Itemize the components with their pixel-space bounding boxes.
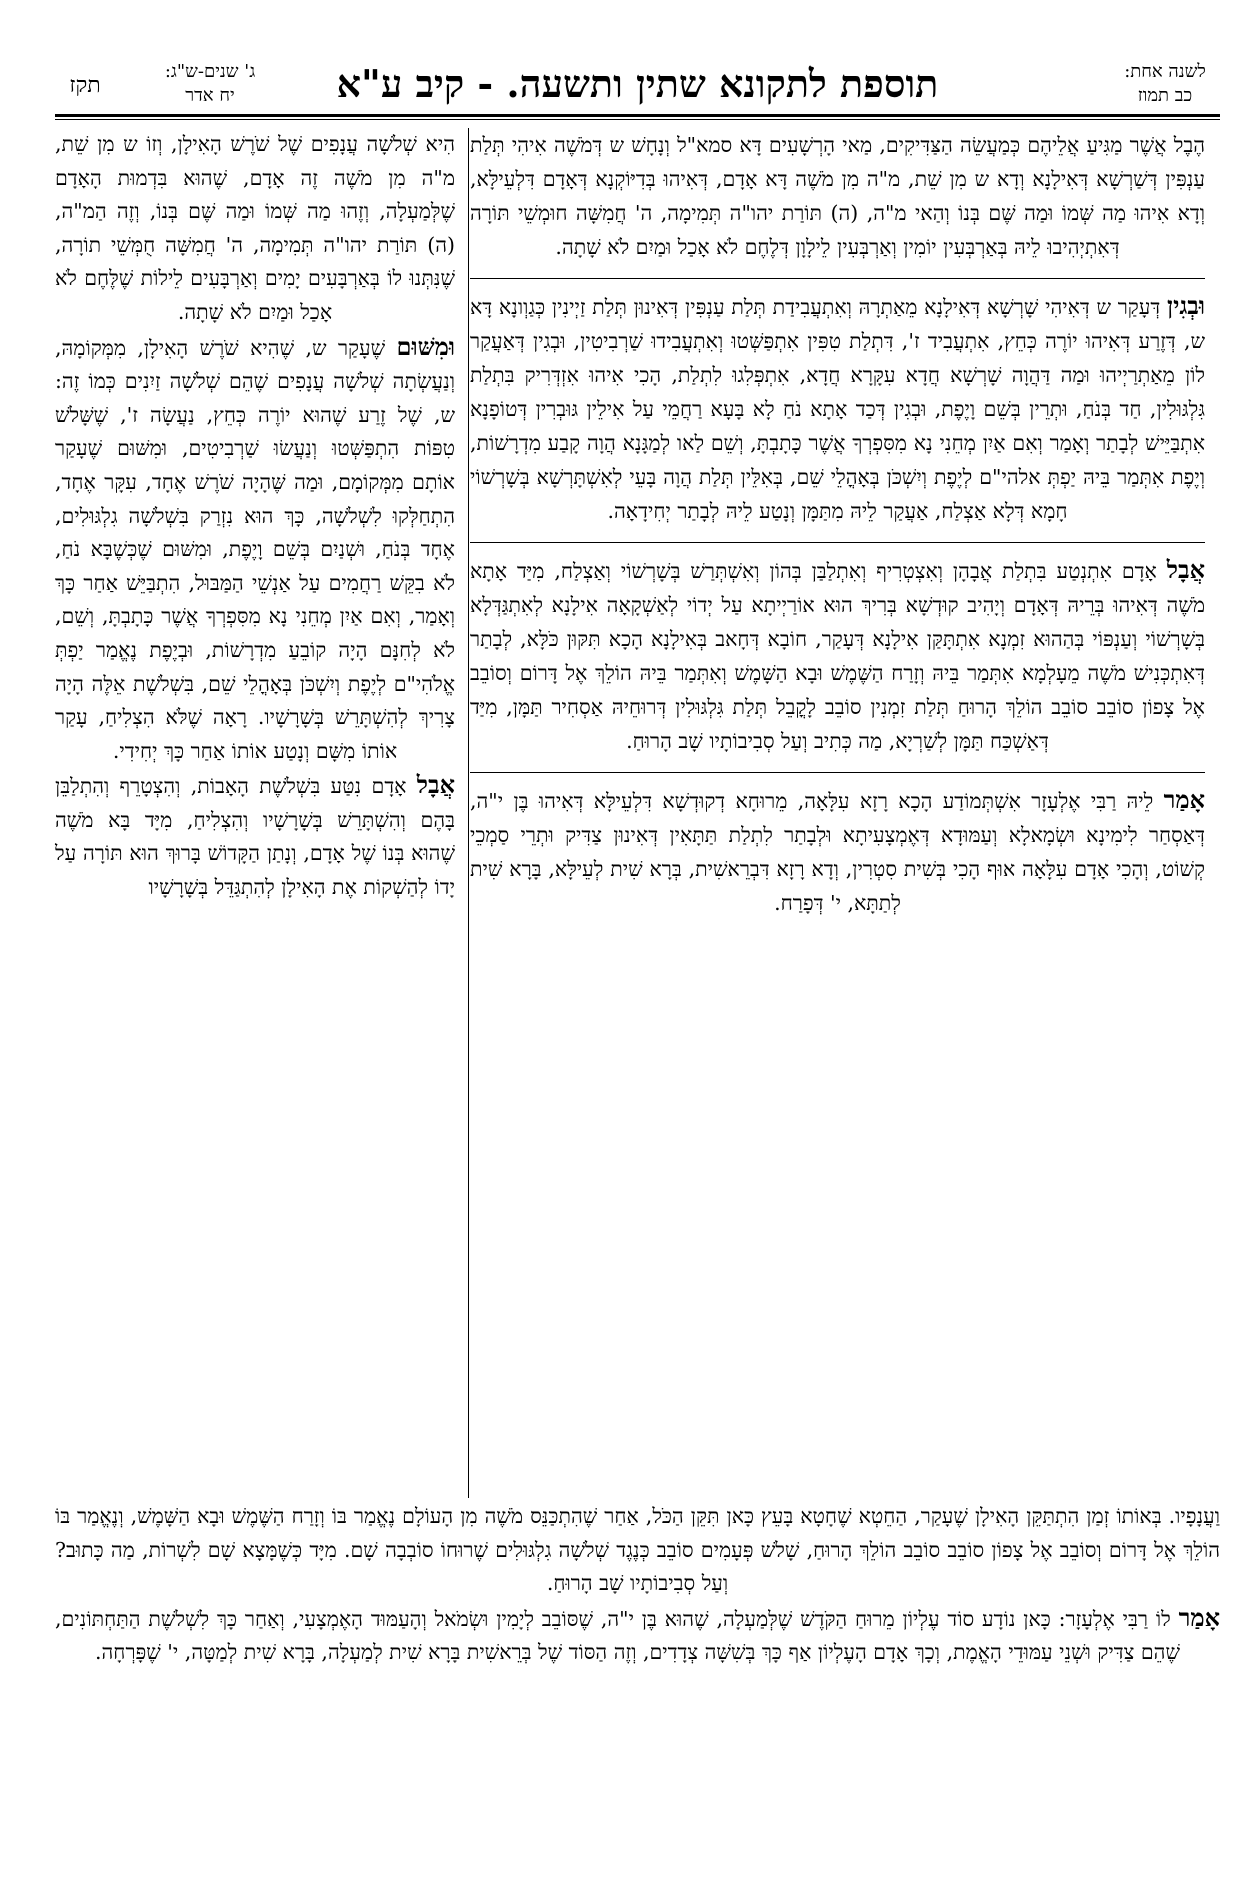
zohar-paragraph-3-body: אָדָם אִתְנְטַע בִּתְלַת אֲבָהָן וְאִצְטְרִיף וְאִתְלַבַּן בְּהוֹן וְאִשְׁתְּרַשׁ בְּשָׁרְשׁוֹי וְאַצְלַח, מִיַּד אָתָא מֹשֶׁה דְּאִיהוּ בְּרֵיהּ דְּאָדָם וְיָהִיב קוּדְשָׁא בְּרִיךְ הוּא אוֹרַיְיתָא עַל יְדוֹי לְאַשְׁקָאָה אִילָנָא לְאִתְגַּדְּלָא בְּשָׁרְשׁוֹי וְעַנְפּוֹי בְּהַהוּא זִמְנָא אִתְתָּקַּן אִילָנָא דְּעָקַר, חוֹבָא דְּחָאב בְּאִילָנָא הָכָא תִּקּוּן כֹּלָּא, לְבָתַר דְּאִתְכְּנִישׁ מֹשֶׁה מֵעָלְמָא אִתְּמַר בֵּיהּ וְזָרַח הַשֶּׁמֶשׁ וּבָא הַשָּׁמֶשׁ וְאִתְּמַר בֵּיהּ הוֹלֵךְ אֶל דָּרוֹם וְסוֹבֵב אֶל צָפוֹן סוֹבֵב סוֹבֵב הוֹלֵךְ הָרוּחַ תְּלַת זִמְנִין סוֹבֵב לָקֳבֵל תְּלַת גִּלְגּוּלִין דְּרוּחֵיהּ אַסְחִיר תַּמָּן, מִיַּד דְּאַשְׁכַּח תַּמָּן לְשַׁרְיָא, מַה כְּתִיב וְעַל סְבִיבוֹתָיו שָׁב הָרוּחַ. (470, 559, 1205, 753)
header-rule-thin (55, 119, 1220, 120)
header-left-line2: יח אדר (185, 85, 235, 106)
header-rule (55, 114, 1220, 117)
zohar-paragraph-3-opener: אֲבָל (1166, 555, 1205, 584)
zohar-paragraph-2 (470, 289, 1205, 528)
bottom-paragraph-2 (55, 1601, 1220, 1670)
paragraph-divider (470, 772, 1205, 773)
zohar-paragraph-4-body: לֵיהּ רַבִּי אֶלְעָזָר אִשְׁתְּמוֹדַע הָכָא רָזָא עִלָּאָה, מֵרוּחָא דְקוּדְשָׁא דִּלְעֵילָּא דְּאִיהוּ בֶּן י"ה, דְּאַסְחַר לִימִינָא וּשְׂמָאלָא וְעַמּוּדָא דְּאֶמְצָעִיתָא וּלְבָתַר לִתְלַת תַּתָּאִין דְּאִינוּן צַדִּיק וּתְרֵי סַמְכֵי קְשׁוֹט, וְהָכִי אָדָם עִלָּאָה אוּף הָכִי בְּשִׁית סִטְרִין, וְדָא רָזָא דִּבְרֵאשִׁית, בְּרָא שִׁית לְעֵילָּא, בָּרָא שִׁית לְתַתָּא, י' דְּפָרַח. (470, 789, 1206, 915)
paragraph-divider (470, 278, 1205, 279)
header-left-block (125, 60, 295, 108)
bottom-paragraph-1: וַעֲנָפָיו. בְּאוֹתוֹ זְמַן הִתְתַּקֵּן הָאִילָן שֶׁעָקַר, הַחֵטְא שֶׁחָטָא בָּעֵץ כָּאן תִּקֵּן הַכֹּל, אַחַר שֶׁהִתְכַּנֵּס מֹשֶׁה מִן הָעוֹלָם נֶאֱמַר בּוֹ וְזָרַח הַשֶּׁמֶשׁ וּבָא הַשָּׁמֶשׁ, וְנֶאֱמַר בּוֹ הוֹלֵךְ אֶל דָּרוֹם וְסוֹבֵב אֶל צָפוֹן סוֹבֵב סוֹבֵב הוֹלֵךְ הָרוּחַ, שָׁלֹשׁ פְּעָמִים סוֹבֵב כְּנֶגֶד שְׁלֹשָׁה גִלְגּוּלִים שֶׁרוּחוֹ סוֹבְבָה שָׁם. מִיָּד כְּשֶׁמָּצָא שָׁם לִשְׁרוֹת, מַה כָּתוּב? וְעַל סְבִיבוֹתָיו שָׁב הָרוּחַ. (55, 1504, 1220, 1595)
bottom-paragraph-2-opener: אָמַר (1178, 1602, 1220, 1632)
translation-column (55, 128, 455, 905)
translation-paragraph-2-opener: וּמִשּׁוּם (396, 331, 455, 361)
translation-paragraph-1: הִיא שְׁלֹשָׁה עֲנָפִים שֶׁל שֹׁרֶשׁ הָאִילָן, וְזוֹ ש מִן שֵׁת, מ"ה מִן מֹשֶׁה זֶה אָדָם, שֶׁהוּא בִּדְמוּת הָאָדָם שֶׁלְּמַעְלָה, וְזֶהוּ מַה שְּׁמוֹ וּמַה שֶּׁם בְּנוֹ, וְזֶה הַמ"ה, (ה) תּוֹרַת יהו"ה תְּמִימָה, ה' חֲמִשָּׁה חֻמְּשֵׁי תוֹרָה, שֶׁנִּתְּנוּ לוֹ בְּאַרְבָּעִים יָמִים וְאַרְבָּעִים לֵילוֹת שֶׁלֶּחֶם לֹא אָכַל וּמַיִם לֹא שָׁתָה. (55, 132, 455, 324)
zohar-paragraph-2-opener: וּבְגִין (1166, 291, 1205, 320)
paragraph-divider (470, 542, 1205, 543)
translation-paragraph-3-body: אָדָם נִטַּע בִּשְׁלֹשֶׁת הָאָבוֹת, וְהִצְטָרֵף וְהִתְלַבֵּן בָּהֶם וְהִשְׁתָּרֵשׁ בְּשָׁרָשָׁיו וְהִצְלִיחַ, מִיָּד בָּא מֹשֶׁה שֶׁהוּא בְּנוֹ שֶׁל אָדָם, וְנָתַן הַקָּדוֹשׁ בָּרוּךְ הוּא תּוֹרָה עַל יָדוֹ לְהַשְׁקוֹת אֶת הָאִילָן לְהִתְגַּדֵּל בְּשָׁרָשָׁיו (55, 774, 455, 900)
translation-paragraph-2-body: שֶׁעָקַר ש, שֶׁהִיא שֹׁרֶשׁ הָאִילָן, מִמְּקוֹמָהּ, וְנַעֲשְׂתָה שְׁלֹשָׁה עֲנָפִים שֶׁהֵם שְׁלֹשָׁה זַיִנִים כְּמוֹ זֶה: ש, שֶׁל זֶרַע שֶׁהוּא יוֹרֶה כְּחֵץ, נַעֲשָׂה ז', שֶׁשָּׁלֹשׁ טִפּוֹת הִתְפַּשְּׁטוּ וְנַעֲשׂוּ שַׁרְבִיטִים, וּמִשּׁוּם שֶׁעָקַר אוֹתָם מִמְּקוֹמָם, וּמַה שֶּׁהָיָה שֹׁרֶשׁ אֶחָד, עִקָּר אֶחָד, הִתְחַלְּקוּ לִשְׁלֹשָׁה, כָּךְ הוּא נִזְרַק בִּשְׁלֹשָׁה גִלְגּוּלִים, אֶחָד בְּנֹחַ, וּשְׁנַיִם בְּשֵׁם וָיֶפֶת, וּמִשּׁוּם שֶׁכְּשֶׁבָּא נֹחַ, לֹא בִקֵּשׁ רַחֲמִים עַל אַנְשֵׁי הַמַּבּוּל, הִתְבַּיֵּשׁ אַחַר כָּךְ וְאָמַר, וְאִם אַיִן מְחֵנִי נָא מִסִּפְרְךָ אֲשֶׁר כָּתָבְתָּ, וְשֵׁם, לֹא לְחִנָּם הָיָה קוֹבֵעַ מִדְרָשׁוֹת, וּבְיֶפֶת נֶאֱמַר יַפְתְּ אֱלֹהִי"ם לְיֶפֶת וְיִשְׁכֹּן בְּאָהֳלֵי שֵׁם, בִּשְׁלֹשֶׁת אֵלֶּה הָיָה צָרִיךְ לְהִשְׁתָּרֵשׁ בְּשָׁרָשָׁיו. רָאָה שֶׁלֹּא הִצְלִיחַ, עָקַר אוֹתוֹ מִשָּׁם וְנָטַע אוֹתוֹ אַחַר כָּךְ יְחִידִי. (55, 335, 455, 763)
zohar-paragraph-4-opener: אָמַר (1163, 785, 1205, 814)
page-number: תקז (69, 73, 101, 98)
header-right-line1: לשנה אחת: (1124, 61, 1206, 82)
bottom-paragraph-2-body: לוֹ רַבִּי אֶלְעָזָר: כָּאן נוֹדָע סוֹד עֶלְיוֹן מֵרוּחַ הַקֹּדֶשׁ שֶׁלְּמַעְלָה, שֶׁהוּא בֶּן י"ה, שֶׁסּוֹבֵב לְיָמִין וּשְׂמֹאל וְהָעַמּוּד הָאֶמְצָעִי, וְאַחַר כָּךְ לִשְׁלֹשֶׁת הַתַּחְתּוֹנִים, שֶׁהֵם צַדִּיק וּשְׁנֵי עַמּוּדֵי הָאֱמֶת, וְכָךְ אָדָם הָעֶלְיוֹן אַף כָּךְ בְּשִׁשָּׁה צְדָדִים, וְזֶה הַסּוֹד שֶׁל בְּרֵאשִׁית בָּרָא שִׁית לְמַעְלָה, בָּרָא שִׁית לְמַטָּה, י' שֶׁפָּרְחָה. (55, 1606, 1180, 1664)
zohar-paragraph-4 (470, 783, 1205, 920)
zohar-paragraph-3 (470, 553, 1205, 758)
zohar-paragraph-2-body: דְּעָקַר ש דְּאִיהִי שָׁרְשָׁא דְּאִילָנָא מֵאַתְרָהּ וְאִתְעֲבִידַת תְּלַת עַנְפִּין דְּאִינוּן תְּלַת זַיְינִין כְּגַוְונָא דָּא ש, דְּזֶרַע דְּאִיהוּ יוֹרֶה כְּחֵץ, אִתְעֲבִיד ז', דִּתְלַת טִפִּין אִתְפַּשְּׁטוּ וְאִתְעֲבִידוּ שַׁרְבִיטִין, וּבְגִין דְּאַעֲקַר לוֹן מֵאַתְרַיְיהוּ וּמַה דַּהֲוָה שָׁרְשָׁא חֲדָא עִקָּרָא חֲדָא, אִתְפְּלִגוּ לִתְלַת, הָכִי אִיהוּ אִזְדְּרִיק בִּתְלַת גִּלְגּוּלִין, חַד בְּנֹחַ, וּתְרֵין בְּשֵׁם וָיֶפֶת, וּבְגִין דְּכַד אָתָא נֹחַ לָא בָּעָא רַחֲמֵי עַל אִילֵין גּוּבְרִין דְּטוֹפָנָא אִתְבַּיֵּישׁ לְבָתַר וְאָמַר וְאִם אַיִן מְחֵנִי נָא מִסִּפְרְךָ אֲשֶׁר כָּתָבְתָּ, וְשֵׁם לַאו לְמַגָּנָא הֲוָה קָבַע מִדְרָשׁוֹת, וְיֶפֶת אִתְּמַר בֵּיהּ יַפְתְּ אלהי"ם לְיֶפֶת וְיִשְׁכֹּן בְּאָהֳלֵי שֵׁם, בְּאִלֵּין תְּלַת הֲוָה בָּעֵי לְאִשְׁתָּרְשָׁא בְּשָׁרְשׁוֹי חָמָא דְּלָא אַצְלַח, אַעֲקַר לֵיהּ מִתַּמָּן וְנָטַע לֵיהּ לְבָתַר יְחִידָאָה. (470, 295, 1205, 523)
header-right-line2: כב תמוז (1137, 85, 1193, 106)
page-title: תוספת לתקונא שתין ותשעה. - קיב ע"א (336, 61, 939, 106)
translation-paragraph-3-opener: אֲבָל (416, 770, 455, 800)
zohar-text-column (470, 128, 1205, 934)
column-divider (468, 128, 469, 1498)
translation-paragraph-2 (55, 330, 455, 769)
header-left-line1: ג' שנים-ש"ג: (164, 61, 256, 82)
zohar-paragraph-1: הֶבֶל אֲשֶׁר מַגִּיעַ אֲלֵיהֶם כְּמַעֲשֵׂה הַצַּדִּיקִים, מַאי הָרְשָׁעִים דָּא סמא"ל וְנָחָשׁ ש דְּמֹשֶׁה אִיהִי תְּלַת עַנְפִּין דְּשַׁרְשָׁא דְּאִילָנָא וְדָא ש מִן שֵׁת, מ"ה מִן מֹשֶׁה דָּא אָדָם, דְּאִיהוּ בְּדִיּוֹקְנָא דְּאָדָם דִּלְעֵילָּא, וְדָא אִיהוּ מַה שְּׁמוֹ וּמַה שֶּׁם בְּנוֹ וְהַאי מ"ה, (ה) תּוֹרַת יהו"ה תְּמִימָה, ה' חֲמִשָּׁה חוּמְשֵׁי תּוֹרָה דְּאִתְיְהִיבוּ לֵיהּ בְּאַרְבְּעִין יוֹמִין וְאַרְבְּעִין לֵילָוָן דְּלֶחֶם לֹא אָכַל וּמַיִם לֹא שָׁתָה. (470, 133, 1205, 259)
translation-continuation (55, 1500, 1220, 1670)
translation-paragraph-3 (55, 768, 455, 904)
page-header (55, 48, 1220, 120)
